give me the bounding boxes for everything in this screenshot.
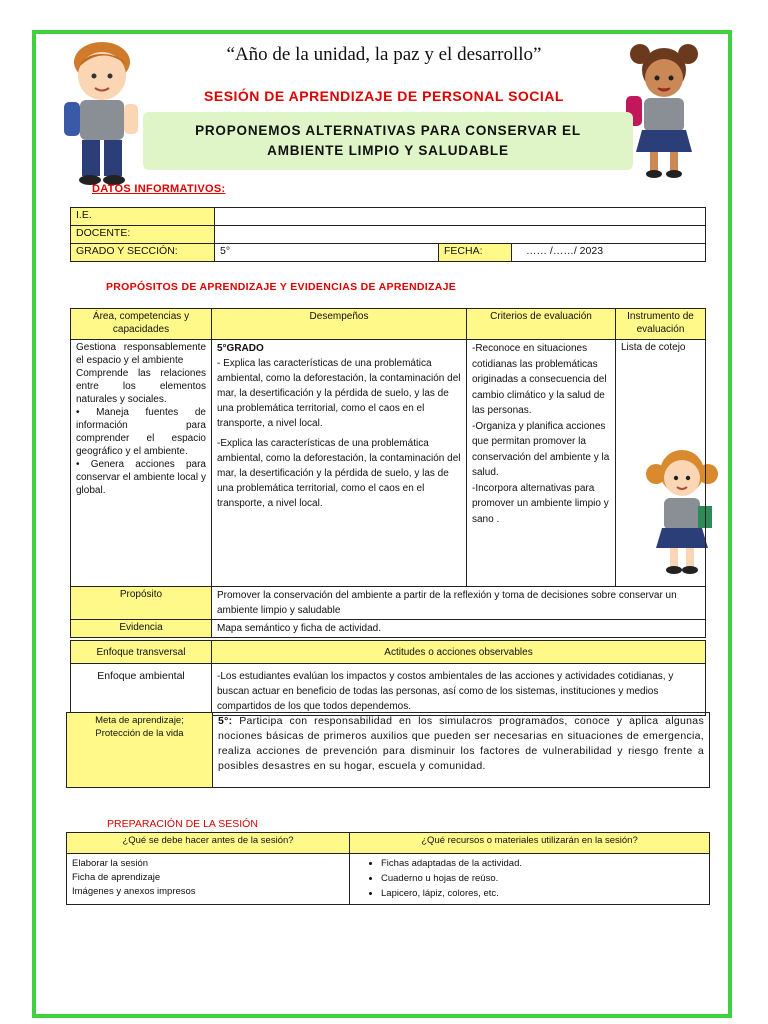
- grado-heading: 5°GRADO: [217, 343, 264, 354]
- desempeno-2: -Explica las características de una problemática ambiental, como la deforestación, la contaminación del mar, la desertificación y la pérdida de suelo, y las de una problemática territorial, como el caos en el transporte, a nivel local.: [217, 438, 461, 509]
- area-capacidad-1: Comprende las relaciones entre los elementos naturales y sociales.: [76, 368, 206, 405]
- evidencia-label: Evidencia: [71, 620, 212, 638]
- enfoque-value: Enfoque ambiental: [71, 664, 212, 716]
- ie-value: [215, 208, 706, 226]
- criterios-cell: [467, 340, 616, 587]
- recurso-item: • Cuaderno u hojas de reúso.: [381, 871, 704, 886]
- topic-line-2: AMBIENTE LIMPIO Y SALUDABLE: [267, 143, 509, 158]
- ie-label: I.E.: [71, 208, 215, 226]
- docente-value: [215, 226, 706, 244]
- desempenos-cell: [212, 340, 467, 587]
- preparacion-heading: PREPARACIÓN DE LA SESIÓN: [107, 818, 258, 830]
- recurso-item: • Lapicero, lápiz, colores, etc.: [381, 886, 704, 901]
- meta-grade: 5°:: [218, 715, 233, 727]
- antes-item: Elaborar la sesión: [72, 858, 149, 869]
- grado-label: GRADO Y SECCIÓN:: [71, 244, 215, 262]
- criterio-3: -Incorpora alternativas para promover un ambiente limpio y sano .: [472, 482, 609, 525]
- evidencia-value: Mapa semántico y ficha de actividad.: [212, 620, 706, 638]
- col-instrumento: Instrumento de evaluación: [616, 309, 706, 340]
- col-antes: ¿Qué se debe hacer antes de la sesión?: [67, 833, 350, 854]
- actitudes-value: -Los estudiantes evalúan los impactos y costos ambientales de las acciones y actividades cotidianas, y buscan actuar en beneficio de todas las personas, así como de los sistemas, instituciones y medios compartidos de los que todos dependemos.: [212, 664, 706, 716]
- propositos-table: [70, 308, 706, 716]
- meta-text: Participa con responsabilidad en los simulacros programados, conoce y aplica algunas nociones básicas de primeros auxilios que pueden ser necesarias en situaciones de emergencia, realiza acciones de prevención para disminuir los factores de vulnerabilidad y riesgo frente a posibles desastres en su hogar, escuela y comunidad.: [218, 715, 704, 772]
- proposito-label: Propósito: [71, 587, 212, 620]
- desempeno-1: - Explica las características de una problemática ambiental, como la deforestación, la contaminación del mar, la desertificación y la pérdida de suelo, y las de una problemática territorial, como el caos en el transporte, a nivel local.: [217, 358, 461, 429]
- datos-heading: DATOS INFORMATIVOS:: [92, 183, 226, 195]
- propositos-heading: PROPÓSITOS DE APRENDIZAJE Y EVIDENCIAS DE APRENDIZAJE: [106, 281, 457, 293]
- recurso-item: • Fichas adaptadas de la actividad.: [381, 856, 704, 871]
- area-capacidad-2: • Maneja fuentes de información para comprender el espacio geográfico y el ambiente.: [76, 407, 206, 457]
- antes-item: Imágenes y anexos impresos: [72, 886, 196, 897]
- grado-value: 5°: [215, 244, 439, 262]
- col-recursos: ¿Qué recursos o materiales utilizarán en la sesión?: [350, 833, 710, 854]
- session-title: SESIÓN DE APRENDIZAJE DE PERSONAL SOCIAL: [204, 88, 564, 104]
- fecha-label: FECHA:: [439, 244, 512, 262]
- recursos-cell: [350, 854, 710, 905]
- proposito-value: Promover la conservación del ambiente a partir de la reflexión y toma de decisiones sobre conservar un ambiente limpio y saludable: [212, 587, 706, 620]
- meta-label: Meta de aprendizaje; Protección de la vida: [67, 713, 213, 788]
- meta-table: [66, 712, 710, 788]
- area-cell: [71, 340, 212, 587]
- criterio-2: -Organiza y planifica acciones que permitan promover la conservación del ambiente y la salud.: [472, 420, 610, 478]
- area-capacidad-3: • Genera acciones para conservar el ambiente local y global.: [76, 459, 206, 496]
- docente-label: DOCENTE:: [71, 226, 215, 244]
- antes-cell: [67, 854, 350, 905]
- datos-table: [70, 207, 706, 262]
- fecha-value: …… /……/ 2023: [512, 244, 706, 262]
- instrumento-cell: Lista de cotejo: [616, 340, 706, 587]
- criterio-1: -Reconoce en situaciones cotidianas las problemáticas originadas a consecuencia del cambio climático y la salud de las personas.: [472, 343, 607, 416]
- col-desempenos: Desempeños: [212, 309, 467, 340]
- antes-item: Ficha de aprendizaje: [72, 872, 161, 883]
- col-criterios: Criterios de evaluación: [467, 309, 616, 340]
- topic-banner: [143, 112, 633, 170]
- area-competencia: Gestiona responsablemente el espacio y el ambiente: [76, 342, 206, 366]
- actitudes-label: Actitudes o acciones observables: [212, 641, 706, 664]
- meta-text-cell: [213, 713, 710, 788]
- enfoque-transversal-label: Enfoque transversal: [71, 641, 212, 664]
- topic-line-1: PROPONEMOS ALTERNATIVAS PARA CONSERVAR EL: [195, 123, 581, 138]
- col-area: Área, competencias y capacidades: [71, 309, 212, 340]
- preparacion-table: [66, 832, 710, 905]
- year-motto: “Año de la unidad, la paz y el desarrollo”: [226, 44, 542, 65]
